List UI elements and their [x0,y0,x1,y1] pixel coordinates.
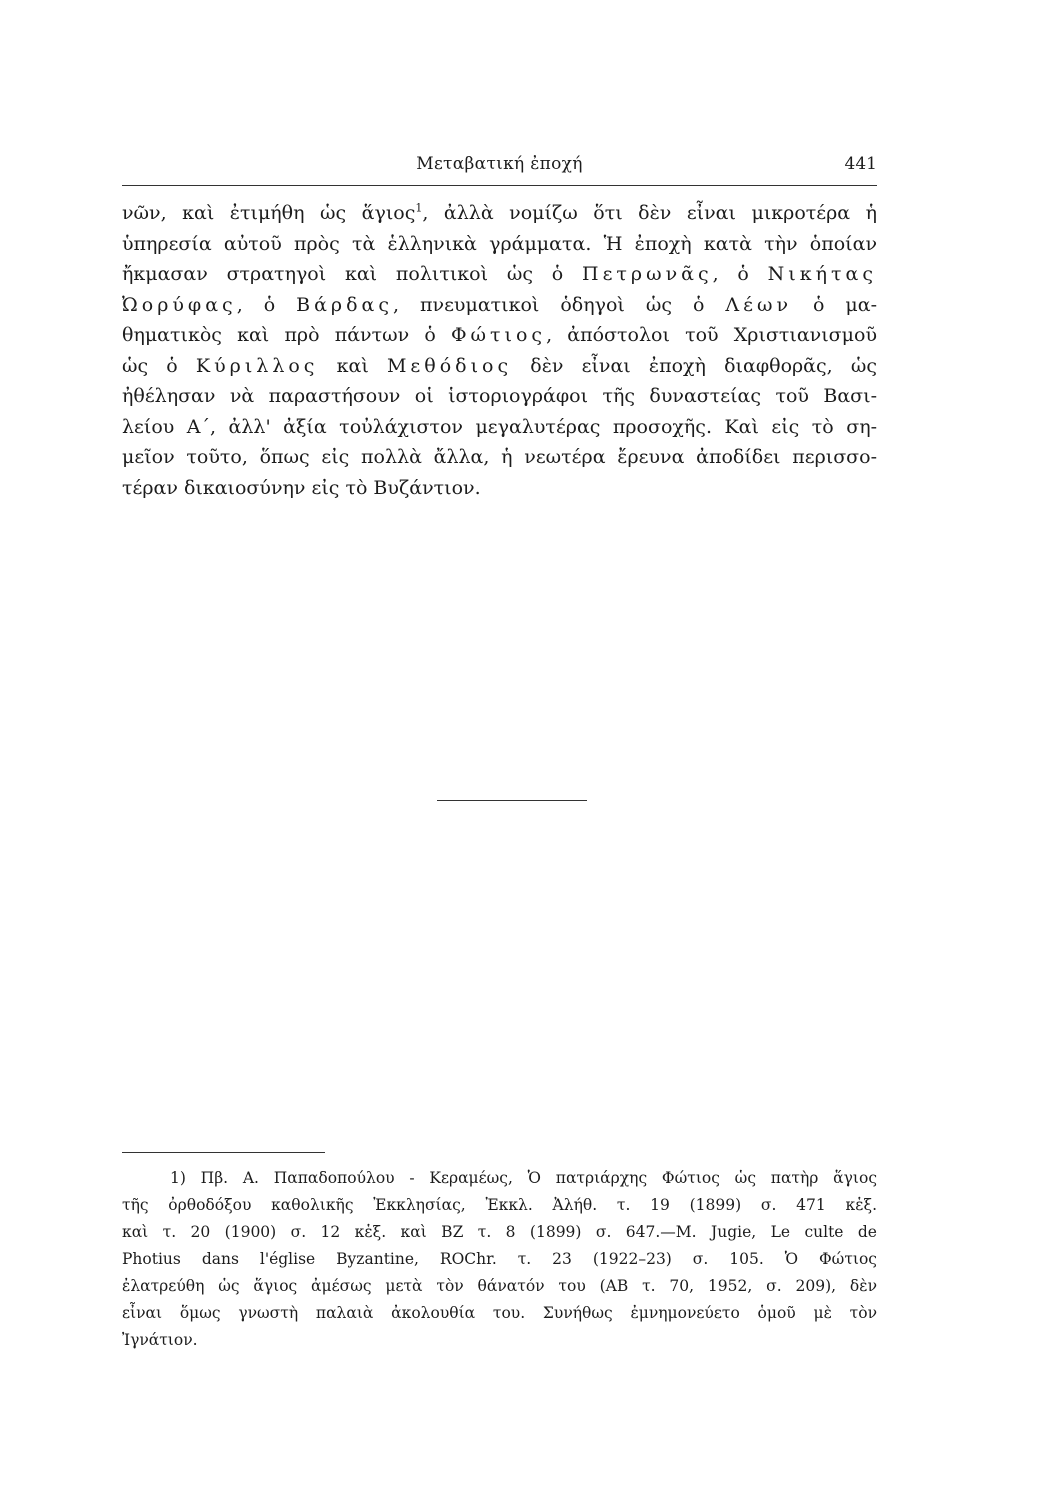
footnote-line: τῆς ὀρθοδόξου καθολικῆς Ἐκκλησίας, Ἐκκλ. Ἀλήθ. τ. 19 (1899) σ. 471 κἑξ. [122,1196,877,1214]
spaced-name: Κύριλλος [195,354,319,377]
footnote-line: 1) Πβ. Α. Παπαδοπούλου - Κεραμέως, Ὁ πατριάρχης Φώτιος ὡς πατὴρ ἅγιος [170,1169,877,1187]
body-line: ἠθέλησαν νὰ παραστήσουν οἱ ἱστοριογράφοι τῆς δυναστείας τοῦ Βασι- [122,385,877,407]
footnote-line: ἐλατρεύθη ὡς ἅγιος ἀμέσως μετὰ τὸν θάνατόν του (ΑΒ τ. 70, 1952, σ. 209), δὲν [122,1277,877,1295]
body-text [122,198,877,503]
spaced-name: Φώτιος [450,324,547,346]
body-line: Ὠορύφας, ὁ Βάρδας, πνευματικοὶ ὁδηγοὶ ὡς ὁ Λέων ὁ μα- [122,293,878,316]
spaced-name: Μεθόδιος [386,354,513,377]
body-line: μεῖον τοῦτο, ὅπως εἰς πολλὰ ἄλλα, ἡ νεωτέρα ἔρευνα ἀποδίδει περισσο- [122,446,877,468]
spaced-name: Λέων [725,293,792,316]
footnote-line: καὶ τ. 20 (1900) σ. 12 κἑξ. καὶ ΒΖ τ. 8 (1899) σ. 647.—M. Jugie, Le culte de [122,1223,877,1241]
footnote-rule [122,1152,325,1153]
page-number: 441 [844,154,877,174]
footnote-line: Photius dans l'église Byzantine, ROChr. τ. 23 (1922–23) σ. 105. Ὁ Φώτιος [122,1250,877,1268]
running-title: Μεταβατική ἐποχή [416,154,583,174]
spaced-name: Πετρωνᾶς [582,263,713,285]
footnote-line: εἶναι ὅμως γνωστὴ παλαιὰ ἀκολουθία του. Συνήθως ἐμνημονεύετο ὁμοῦ μὲ τὸν [122,1304,877,1322]
body-line: ἤκμασαν στρατηγοὶ καὶ πολιτικοὶ ὡς ὁ Πετρωνᾶς, ὁ Νικήτας [122,263,877,285]
spaced-name: Νικήτας [767,263,877,285]
spaced-name: Ὠορύφας [122,293,237,316]
body-line: ὑπηρεσία αὐτοῦ πρὸς τὰ ἑλληνικὰ γράμματα. Ἡ ἐποχὴ κατὰ τὴν ὁποίαν [122,232,877,255]
footnotes [122,1165,877,1354]
footnote-reference: 1 [415,201,423,215]
body-line: λείου Α΄, ἀλλ' ἀξία τοὐλάχιστον μεγαλυτέρας προσοχῆς. Καὶ εἰς τὸ ση- [122,415,877,438]
header-rule [122,185,877,186]
section-divider [437,800,587,801]
body-line: τέραν δικαιοσύνην εἰς τὸ Βυζάντιον. [122,476,481,499]
footnote-line: Ἰγνάτιον. [122,1331,198,1349]
page-header [122,152,877,182]
body-line: νῶν, καὶ ἐτιμήθη ὡς ἅγιος$^1$, ἀλλὰ νομίζω ὅτι δὲν εἶναι μικροτέρα ἡ [122,201,877,224]
body-line: θηματικὸς καὶ πρὸ πάντων ὁ Φώτιος, ἀπόστολοι τοῦ Χριστιανισμοῦ [122,324,877,346]
body-line: ὡς ὁ Κύριλλος καὶ Μεθόδιος δὲν εἶναι ἐποχὴ διαφθορᾶς, ὡς [122,354,878,377]
spaced-name: Βάρδας [296,293,394,316]
